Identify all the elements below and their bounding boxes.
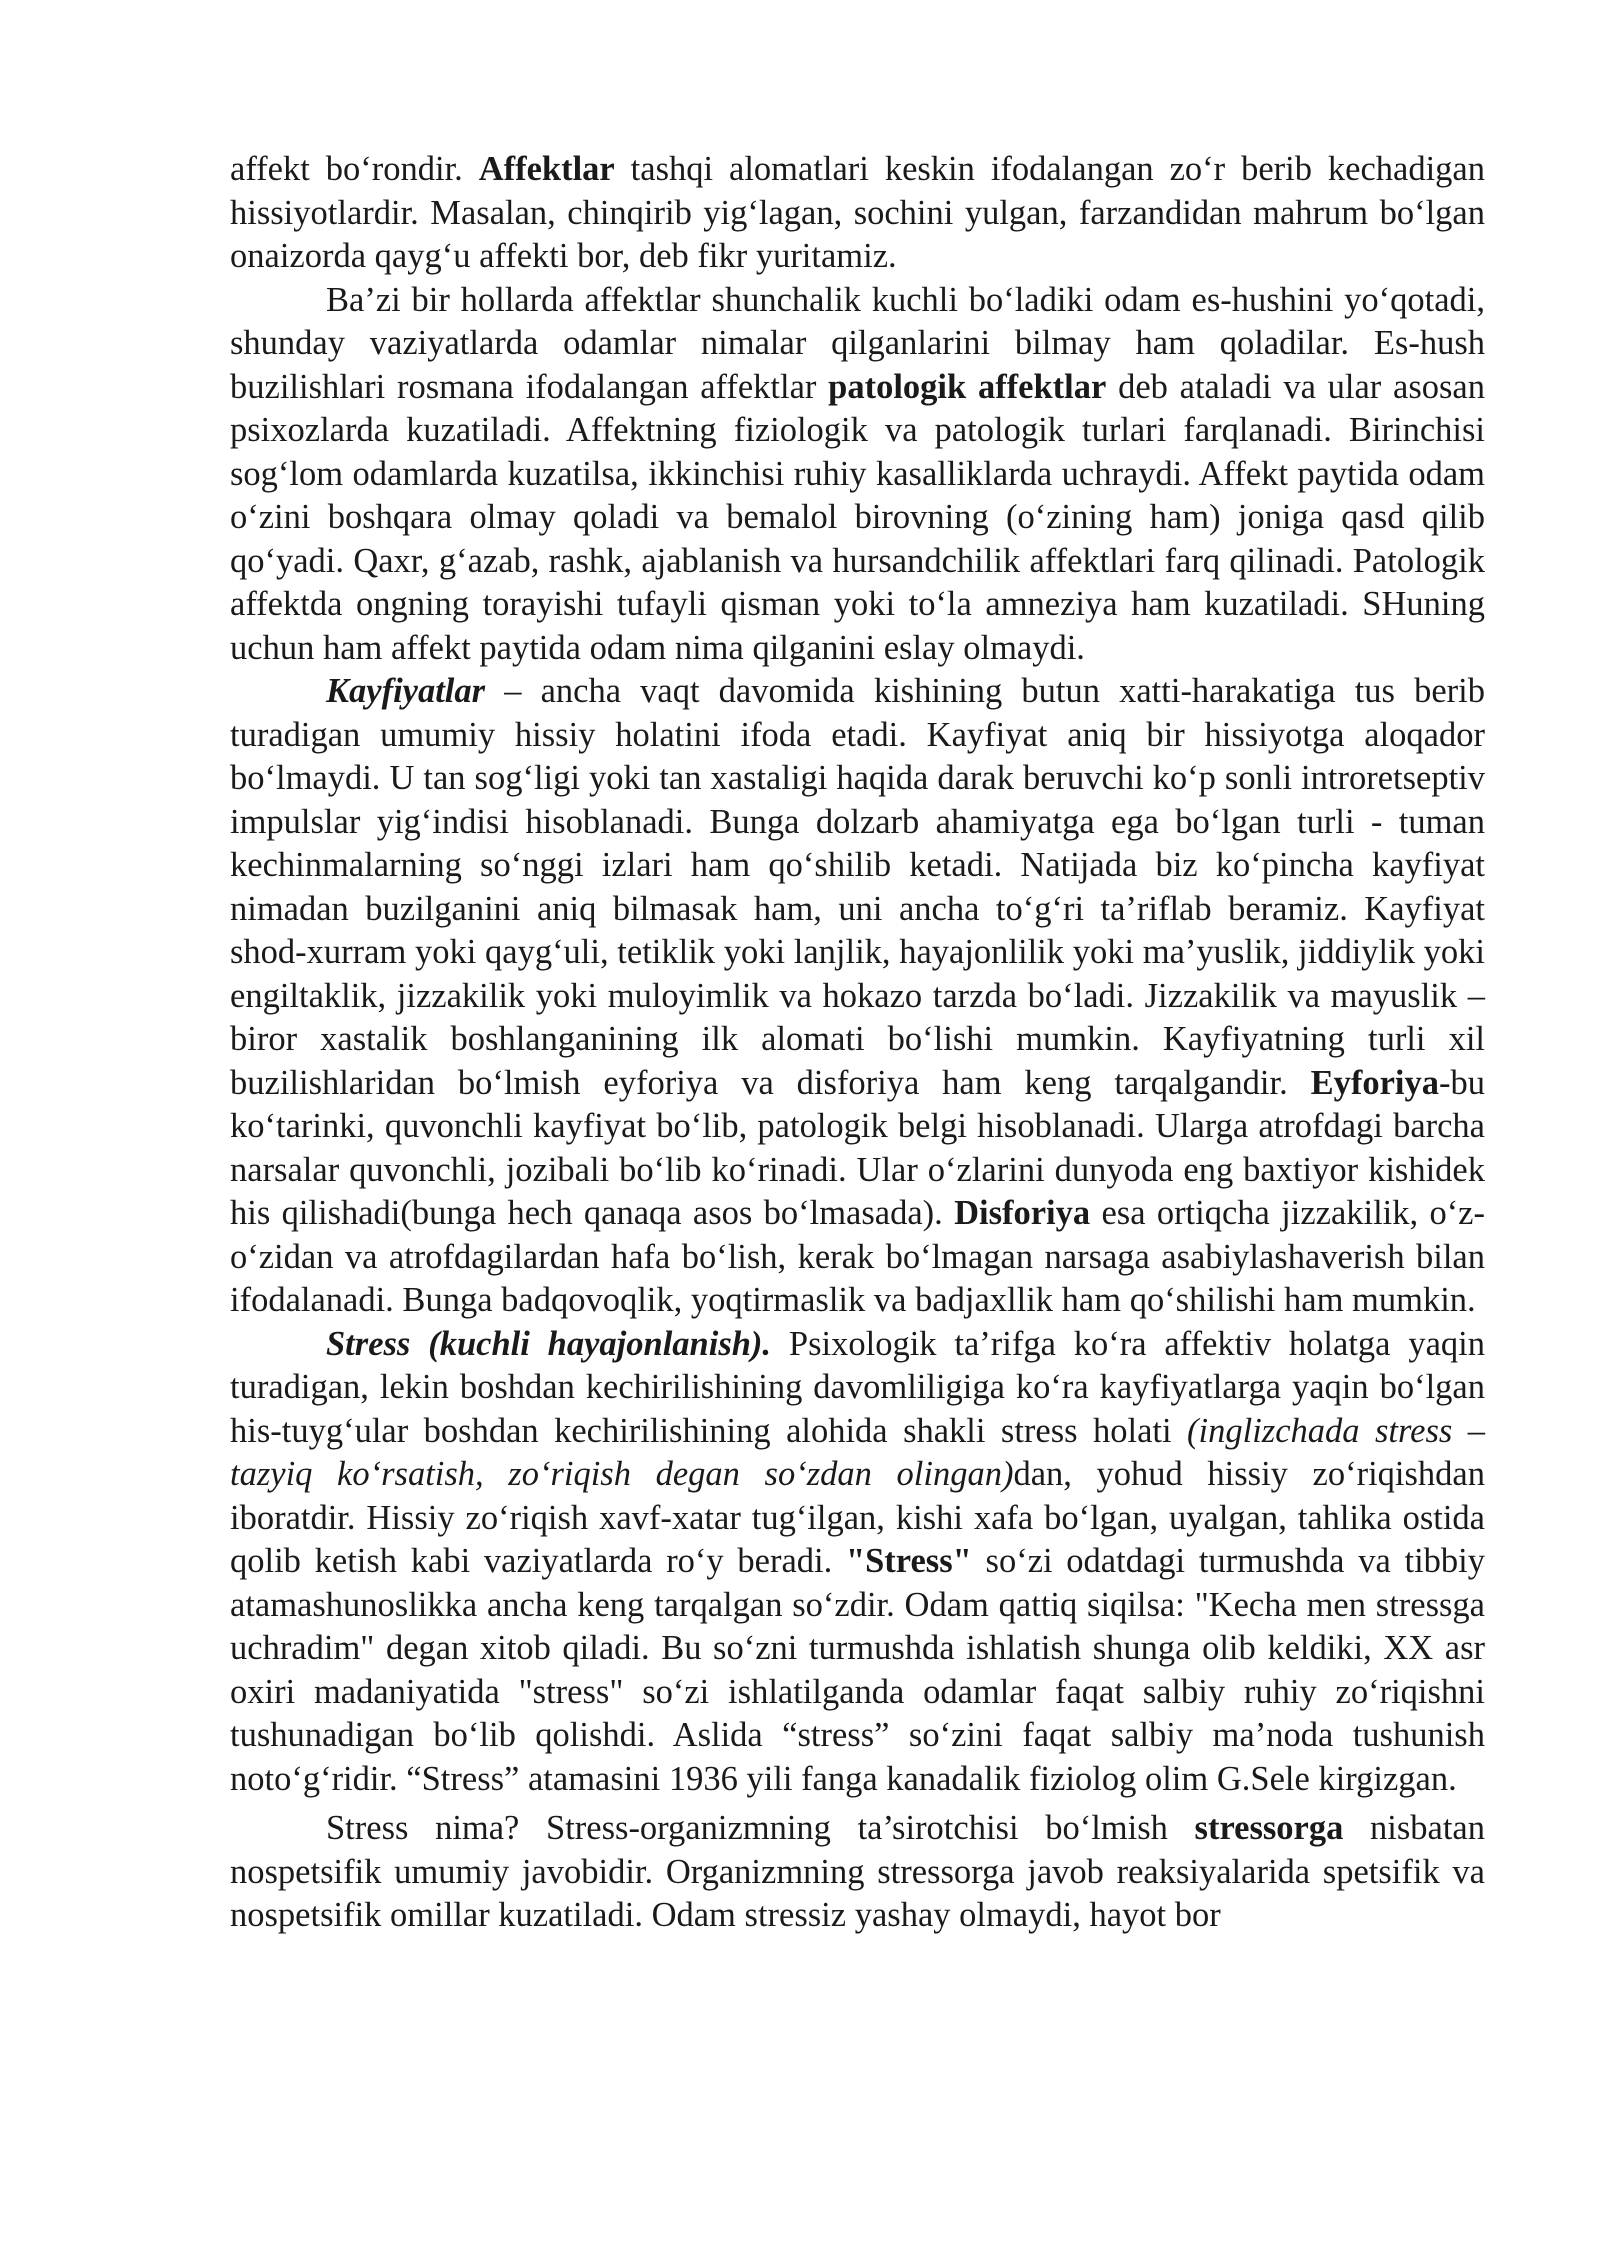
body-text: dan, yohud hissiy zoʻriqishdan iboratdir. Hissiy zoʻriqish xavf-xatar tugʻilgan, kishi xafa boʻlgan, uyalgan, tahlika ostida qolib ketish kabi vaziyatlarda roʻy beradi. <box>230 1455 1485 1580</box>
body-text: Psixologik ta’rifga koʻra affektiv holatga yaqin turadigan, lekin boshdan kechirilishining davomliligiga koʻra kayfiyatlarga yaqin boʻlgan his-tuygʻular boshdan kechirilishining alohida shakli stress holati <box>230 1324 1485 1450</box>
body-text: deb ataladi va ular asosan psixozlarda kuzatiladi. Affektning fiziologik va patologik turlari farqlanadi. Birinchisi sogʻlom odamlarda kuzatilsa, ikkinchisi ruhiy kasalliklarda uchraydi. Affekt paytida odam oʻzini boshqara olmay qoladi va bemalol birovning (oʻzining ham) joniga qasd qilib qoʻyadi. Qaxr, gʻazab, rashk, ajablanish va hursandchilik affektlari farq qilinadi. Patologik affektda ongning torayishi tufayli qisman yoki toʻla amneziya ham kuzatiladi. SHuning uchun ham affekt paytida odam nima qilganini eslay olmaydi. <box>230 367 1485 667</box>
body-text: Stress nima? Stress-organizmning ta’sirotchisi boʻlmish <box>326 1809 1195 1847</box>
body-text: nisbatan nospetsifik umumiy javobidir. Organizmning stressorga javob reaksiyalarida spetsifik va nospetsifik omillar kuzatiladi. Odam stressiz yashay olmaydi, hayot bor <box>230 1809 1485 1934</box>
body-text: esa ortiqcha jizzakilik, oʻz-oʻzidan va atrofdagilardan hafa boʻlish, kerak boʻlmagan narsaga asabiylashaverish bilan ifodalanadi. Bunga badqovoqlik, yoqtirmaslik va badjaxllik ham qoʻshilishi ham mumkin. <box>230 1194 1485 1319</box>
bold-term: Disforiya <box>954 1194 1091 1232</box>
italic-text: (inglizchada stress – tazyiq koʻrsatish, zoʻriqish degan soʻzdan olingan) <box>230 1411 1485 1493</box>
body-text: tashqi alomatlari keskin ifodalangan zoʻr berib kechadigan hissiyotlardir. Masalan, chinqirib yigʻlagan, sochini yulgan, farzandidan mahrum boʻlgan onaizorda qaygʻu affekti bor, deb fikr yuritamiz. <box>230 150 1485 275</box>
body-text: -bu koʻtarinki, quvonchli kayfiyat boʻlib, patologik belgi hisoblanadi. Ularga atrofdagi barcha narsalar quvonchli, jozibali boʻlib koʻrinadi. Ular oʻzlarini dunyoda eng baxtiyor kishidek his qilishadi(bunga hech qanaqa asos boʻlmasada). <box>230 1063 1485 1232</box>
body-text: soʻzi odatdagi turmushda va tibbiy atamashunoslikka ancha keng tarqalgan soʻzdir. Odam qattiq siqilsa: "Kecha men stressga uchradim" degan xitob qiladi. Bu soʻzni turmushda ishlatish shunga olib keldiki, XX asr oxiri madaniyatida "stress" soʻzi ishlatilganda odamlar faqat salbiy ruhiy zoʻriqishni tushunadigan boʻlib qolishdi. Aslida “stress” soʻzini faqat salbiy ma’noda tushunish notoʻgʻridir. “Stress” atamasini 1936 yili fanga kanadalik fiziolog olim G.Sele kirgizgan. <box>230 1542 1486 1798</box>
bold-term: Eyforiya <box>1310 1063 1439 1102</box>
body-text: – ancha vaqt davomida kishining butun xatti-harakatiga tus berib turadigan umumiy hissiy holatini ifoda etadi. Kayfiyat aniq bir hissiyotga aloqador boʻlmaydi. U tan sogʻligi yoki tan xastaligi haqida darak beruvchi koʻp sonli introretseptiv impulslar yigʻindisi hisoblanadi. Bunga dolzarb ahamiyatga ega boʻlgan turli - tuman kechinmalarning soʻnggi izlari ham qoʻshilib ketadi. Natijada biz koʻpincha kayfiyat nimadan buzilganini aniq bilmasak ham, uni ancha toʻgʻri ta’riflab beramiz. Kayfiyat shod-xurram yoki qaygʻuli, tetiklik yoki lanjlik, hayajonlilik yoki ma’yuslik, jiddiylik yoki engiltaklik, jizzakilik yoki muloyimlik va hokazo tarzda boʻladi. Jizzakilik va mayuslik – biror xastalik boshlanganining ilk alomati boʻlishi mumkin. Kayfiyatning turli xil buzilishlaridan boʻlmish eyforiya va disforiya ham keng tarqalgandir. <box>230 672 1485 1102</box>
document-page <box>230 148 1485 1938</box>
bold-term: "Stress" <box>845 1542 972 1580</box>
paragraph-affekt-definition <box>230 148 1485 279</box>
body-text: Ba’zi bir hollarda affektlar shunchalik kuchli boʻladiki odam es-hushini yoʻqotadi, shunday vaziyatlarda odamlar nimalar qilganlarini bilmay ham qoladilar. Es-hush buzilishlari rosmana ifodalangan affektlar <box>230 280 1485 406</box>
bold-term: Affektlar <box>478 150 615 188</box>
bold-italic-term: Kayfiyatlar <box>326 672 486 710</box>
paragraph-stress <box>230 1323 1485 1802</box>
paragraph-what-is-stress <box>230 1807 1485 1938</box>
body-text: affekt boʻrondir. <box>230 150 479 188</box>
bold-term: stressorga <box>1194 1809 1344 1847</box>
paragraph-moods <box>230 670 1485 1323</box>
bold-italic-term: Stress (kuchli hayajonlanish). <box>326 1324 772 1363</box>
paragraph-pathological-affects <box>230 279 1485 671</box>
bold-term: patologik affektlar <box>828 367 1107 406</box>
